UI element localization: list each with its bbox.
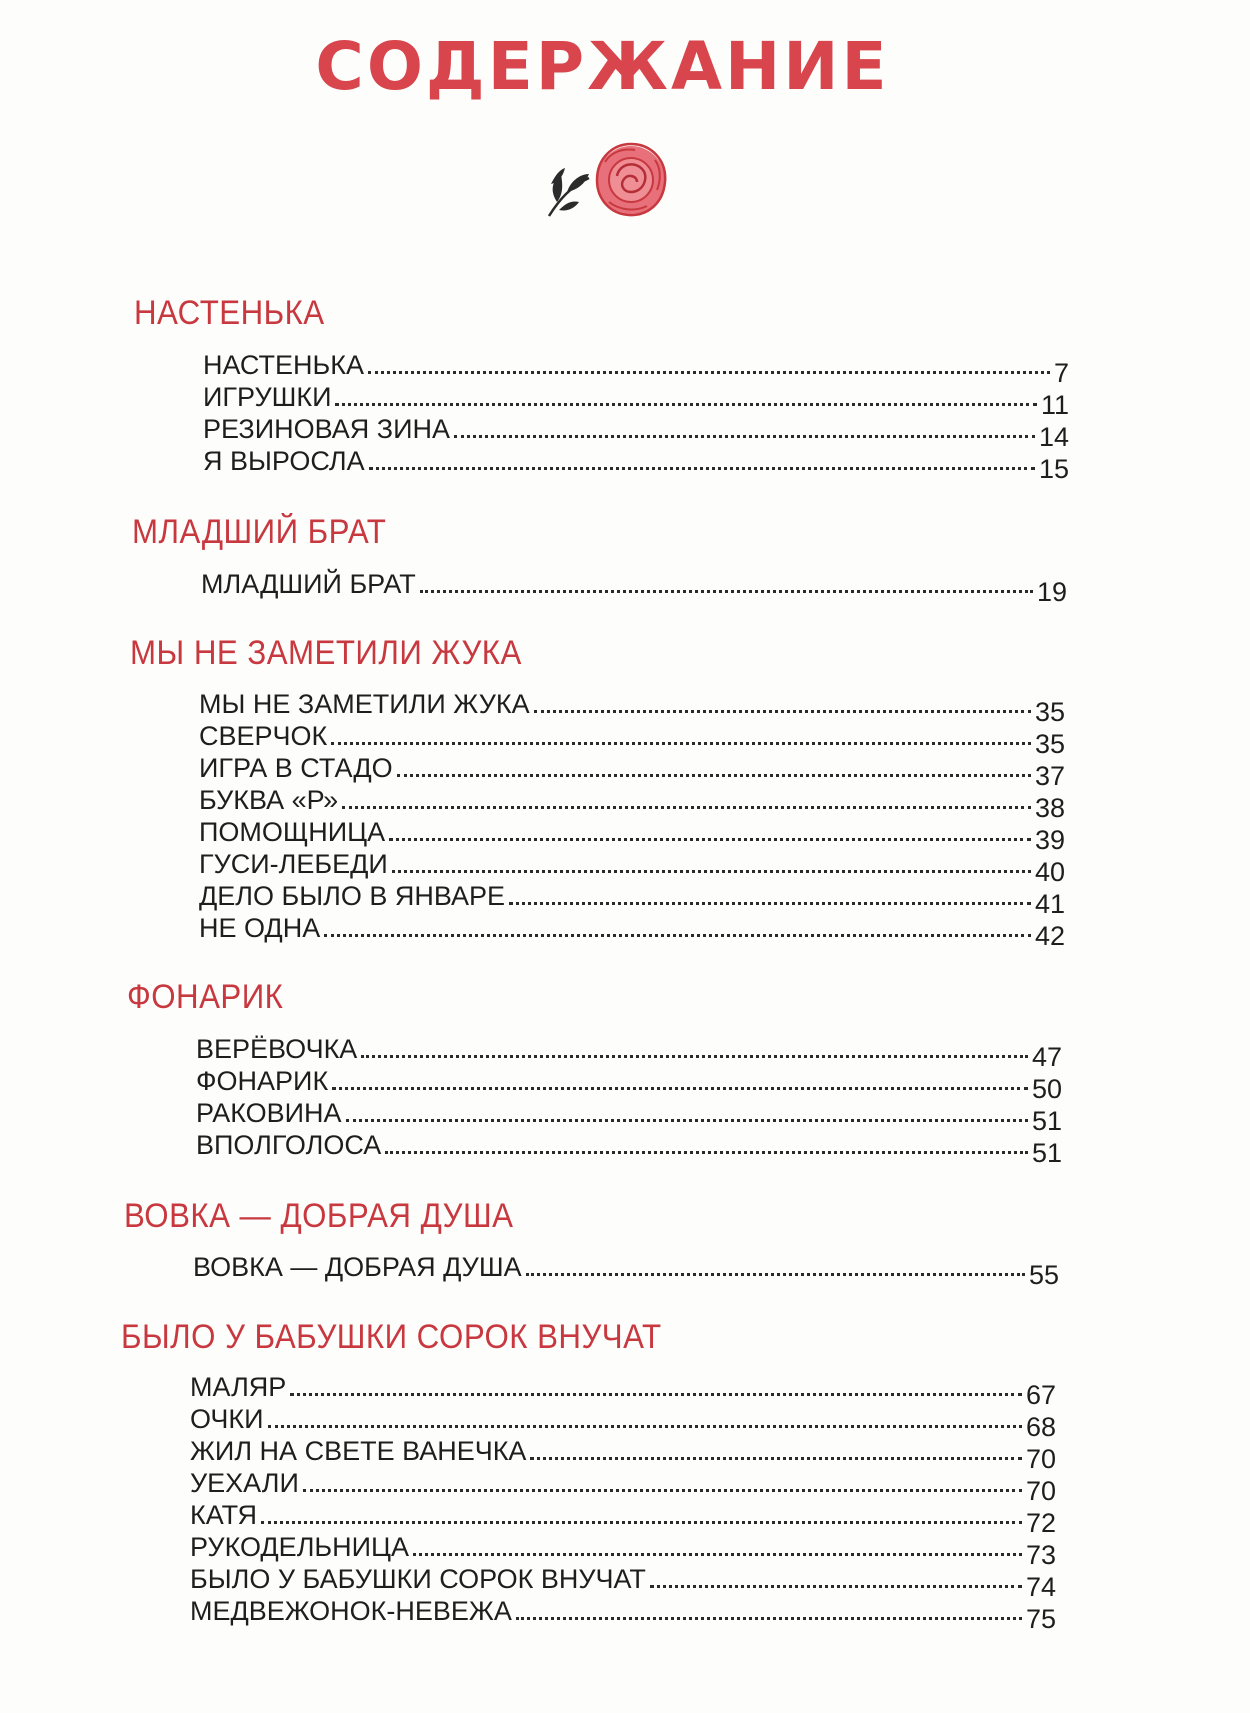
dot-leader <box>530 1457 1022 1460</box>
entry-title: Я ВЫРОСЛА <box>203 446 365 476</box>
toc-entry[interactable] <box>199 848 1065 887</box>
dot-leader <box>509 902 1031 905</box>
entry-page: 47 <box>1031 1042 1062 1072</box>
entry-title: НЕ ОДНА <box>199 913 321 943</box>
entry-title: ВОВКА — ДОБРАЯ ДУША <box>193 1252 522 1282</box>
entry-title: СВЕРЧОК <box>199 721 328 751</box>
entry-page: 14 <box>1038 422 1069 452</box>
dot-leader <box>368 371 1050 374</box>
dot-leader <box>335 403 1036 406</box>
dot-leader <box>420 590 1033 593</box>
toc-entry[interactable] <box>190 1435 1056 1474</box>
toc-entry[interactable] <box>203 349 1069 388</box>
entry-title: РЕЗИНОВАЯ ЗИНА <box>203 414 450 444</box>
toc-entry[interactable] <box>196 1097 1062 1136</box>
section-heading: БЫЛО У БАБУШКИ СОРОК ВНУЧАТ <box>121 1318 662 1356</box>
entry-page: 40 <box>1034 857 1065 887</box>
entry-title: БЫЛО У БАБУШКИ СОРОК ВНУЧАТ <box>190 1564 646 1594</box>
entry-page: 55 <box>1028 1260 1059 1290</box>
entry-title: ГУСИ-ЛЕБЕДИ <box>199 849 388 879</box>
dot-leader <box>332 1087 1028 1090</box>
entry-title: МЫ НЕ ЗАМЕТИЛИ ЖУКА <box>199 689 530 719</box>
entry-page: 51 <box>1031 1138 1062 1168</box>
toc-entry[interactable] <box>190 1371 1056 1410</box>
entry-page: 35 <box>1034 697 1065 727</box>
entry-page: 70 <box>1025 1476 1056 1506</box>
toc-entry[interactable] <box>196 1129 1062 1168</box>
entry-page: 42 <box>1034 921 1065 951</box>
entry-page: 73 <box>1025 1540 1056 1570</box>
dot-leader <box>650 1585 1022 1588</box>
dot-leader <box>342 806 1031 809</box>
entry-page: 37 <box>1034 761 1065 791</box>
entry-title: ЖИЛ НА СВЕТЕ ВАНЕЧКА <box>190 1436 527 1466</box>
toc-entry[interactable] <box>201 568 1067 607</box>
entry-page: 70 <box>1025 1444 1056 1474</box>
dot-leader <box>290 1393 1022 1396</box>
section-heading: ФОНАРИК <box>127 978 284 1016</box>
toc-entry[interactable] <box>190 1499 1056 1538</box>
entry-page: 68 <box>1025 1412 1056 1442</box>
entry-title: МАЛЯР <box>190 1372 287 1402</box>
entry-page: 11 <box>1040 390 1069 420</box>
toc-entry[interactable] <box>190 1563 1056 1602</box>
entry-title: ОЧКИ <box>190 1404 264 1434</box>
section-heading: МЫ НЕ ЗАМЕТИЛИ ЖУКА <box>130 634 522 672</box>
dot-leader <box>346 1119 1028 1122</box>
dot-leader <box>385 1151 1028 1154</box>
entry-page: 41 <box>1034 889 1065 919</box>
entry-page: 75 <box>1025 1604 1056 1634</box>
toc-entry[interactable] <box>199 784 1065 823</box>
dot-leader <box>361 1055 1028 1058</box>
toc-entry[interactable] <box>203 413 1069 452</box>
toc-entry[interactable] <box>199 880 1065 919</box>
entry-title: БУКВА «Р» <box>199 785 339 815</box>
entry-page: 51 <box>1031 1106 1062 1136</box>
section-heading: НАСТЕНЬКА <box>134 294 325 332</box>
entry-title: ВПОЛГОЛОСА <box>196 1130 382 1160</box>
entry-title: НАСТЕНЬКА <box>203 350 364 380</box>
dot-leader <box>324 934 1031 937</box>
entry-page: 38 <box>1034 793 1065 823</box>
entry-page: 50 <box>1031 1074 1062 1104</box>
entry-title: ИГРУШКИ <box>203 382 332 412</box>
toc-entry[interactable] <box>190 1403 1056 1442</box>
toc-entry[interactable] <box>199 720 1065 759</box>
entry-page: 19 <box>1036 577 1067 607</box>
dot-leader <box>397 774 1031 777</box>
entry-page: 39 <box>1034 825 1065 855</box>
entry-title: УЕХАЛИ <box>190 1468 299 1498</box>
entry-page: 67 <box>1025 1380 1056 1410</box>
dot-leader <box>454 435 1035 438</box>
dot-leader <box>534 710 1031 713</box>
dot-leader <box>303 1489 1022 1492</box>
entry-title: РУКОДЕЛЬНИЦА <box>190 1532 410 1562</box>
dot-leader <box>392 870 1031 873</box>
toc-entry[interactable] <box>190 1595 1056 1634</box>
toc-entry[interactable] <box>199 752 1065 791</box>
dot-leader <box>516 1617 1022 1620</box>
entry-page: 7 <box>1053 358 1069 388</box>
toc-entry[interactable] <box>196 1065 1062 1104</box>
dot-leader <box>526 1273 1025 1276</box>
entry-title: МЛАДШИЙ БРАТ <box>201 569 416 599</box>
entry-page: 72 <box>1025 1508 1056 1538</box>
toc-entry[interactable] <box>199 816 1065 855</box>
section-heading: ВОВКА — ДОБРАЯ ДУША <box>124 1197 514 1235</box>
section-heading: МЛАДШИЙ БРАТ <box>132 513 387 551</box>
entry-title: МЕДВЕЖОНОК-НЕВЕЖА <box>190 1596 512 1626</box>
entry-title: ФОНАРИК <box>196 1066 329 1096</box>
entry-title: ДЕЛО БЫЛО В ЯНВАРЕ <box>199 881 506 911</box>
toc-entry[interactable] <box>203 445 1069 484</box>
toc-entry[interactable] <box>190 1531 1056 1570</box>
dot-leader <box>261 1521 1022 1524</box>
dot-leader <box>268 1425 1022 1428</box>
entry-page: 74 <box>1025 1572 1056 1602</box>
dot-leader <box>413 1553 1022 1556</box>
entry-title: ПОМОЩНИЦА <box>199 817 386 847</box>
dot-leader <box>369 467 1035 470</box>
entry-title: ВЕРЁВОЧКА <box>196 1034 358 1064</box>
dot-leader <box>331 742 1031 745</box>
dot-leader <box>389 838 1031 841</box>
entry-title: КАТЯ <box>190 1500 258 1530</box>
page-title: СОДЕРЖАНИЕ <box>315 28 890 105</box>
entry-page: 15 <box>1038 454 1069 484</box>
toc-entry[interactable] <box>190 1467 1056 1506</box>
toc-entry[interactable] <box>203 381 1069 420</box>
toc-entry[interactable] <box>196 1033 1062 1072</box>
toc-entry[interactable] <box>199 688 1065 727</box>
entry-title: РАКОВИНА <box>196 1098 342 1128</box>
toc-entry[interactable] <box>199 912 1065 951</box>
entry-title: ИГРА В СТАДО <box>199 753 393 783</box>
entry-page: 35 <box>1034 729 1065 759</box>
toc-entry[interactable] <box>193 1251 1059 1290</box>
